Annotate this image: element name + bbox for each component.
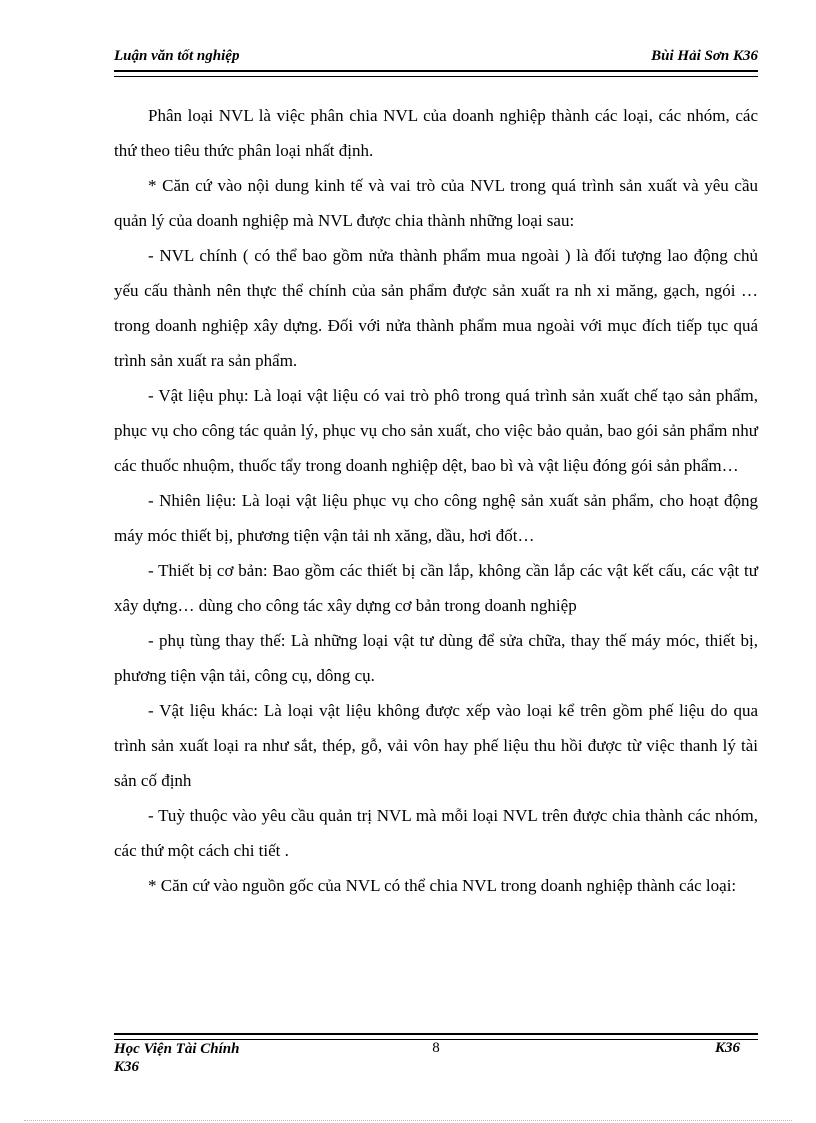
paragraph: - Tuỳ thuộc vào yêu cầu quản trị NVL mà mỗi loại NVL trên được chia thành các nhóm, các thứ một cách chi tiết . [114, 806, 758, 860]
footer-rule [114, 1033, 758, 1040]
footer-class: K36 [114, 1059, 140, 1075]
paragraph: Phân loại NVL là việc phân chia NVL của doanh nghiệp thành các loại, các nhóm, các thứ theo tiêu thức phân loại nhất định. [114, 106, 758, 160]
paragraph: - phụ tùng thay thế: Là những loại vật tư dùng để sửa chữa, thay thế máy móc, thiết bị, phương tiện vận tải, công cụ, dông cụ. [114, 631, 758, 685]
paragraph: * Căn cứ vào nguồn gốc của NVL có thể chia NVL trong doanh nghiệp thành các loại: [148, 876, 737, 895]
page-number: 8 [432, 1040, 440, 1056]
page-header [114, 48, 758, 70]
header-rule [114, 70, 758, 77]
paragraph: - Thiết bị cơ bản: Bao gồm các thiết bị cần lắp, không cần lắp các vật kết cấu, các vật tư xây dựng… dùng cho công tác xây dựng cơ bản trong doanh nghiệp [114, 561, 758, 615]
paragraph: * Căn cứ vào nội dung kinh tế và vai trò của NVL trong quá trình sản xuất và yêu cầu quản lý của doanh nghiệp mà NVL được chia thành những loại sau: [114, 176, 758, 230]
paragraph: - NVL chính ( có thể bao gồm nửa thành phẩm mua ngoài ) là đối tượng lao động chủ yếu cấu thành nên thực thể chính của sản phẩm được sản xuất ra nh xi măng, gạch, ngói …trong doanh nghiệp xây dựng. Đối với nửa thành phẩm mua ngoài với mục đích tiếp tục quá trình sản xuất ra sản phẩm. [114, 246, 758, 370]
paragraph: - Nhiên liệu: Là loại vật liệu phục vụ cho công nghệ sản xuất sản phẩm, cho hoạt động máy móc thiết bị, phương tiện vận tải nh xăng, dầu, hơi đốt… [114, 491, 758, 545]
footer-right-label: K36 [714, 1040, 740, 1056]
paragraph: - Vật liệu khác: Là loại vật liệu không được xếp vào loại kể trên gồm phế liệu do qua trình sản xuất loại ra như sắt, thép, gỗ, vải vôn hay phế liệu thu hồi được từ việc thanh lý tài sản cố định [114, 701, 758, 790]
header-author: Bùi Hải Sơn K36 [651, 48, 758, 64]
footer-institution-name: Học Viện Tài Chính [114, 1041, 240, 1057]
page-edge-divider [24, 1120, 792, 1121]
page-footer [114, 1040, 758, 1080]
paragraph: - Vật liệu phụ: Là loại vật liệu có vai trò phô trong quá trình sản xuất chế tạo sản phẩm, phục vụ cho công tác quản lý, phục vụ cho sản xuất, cho việc bảo quản, bao gói sản phẩm như các thuốc nhuộm, thuốc tẩy trong doanh nghiệp dệt, bao bì và vật liệu đóng gói sản phẩm… [114, 386, 758, 475]
header-thesis-title: Luận văn tốt nghiệp [114, 48, 240, 64]
body-text [114, 98, 758, 903]
